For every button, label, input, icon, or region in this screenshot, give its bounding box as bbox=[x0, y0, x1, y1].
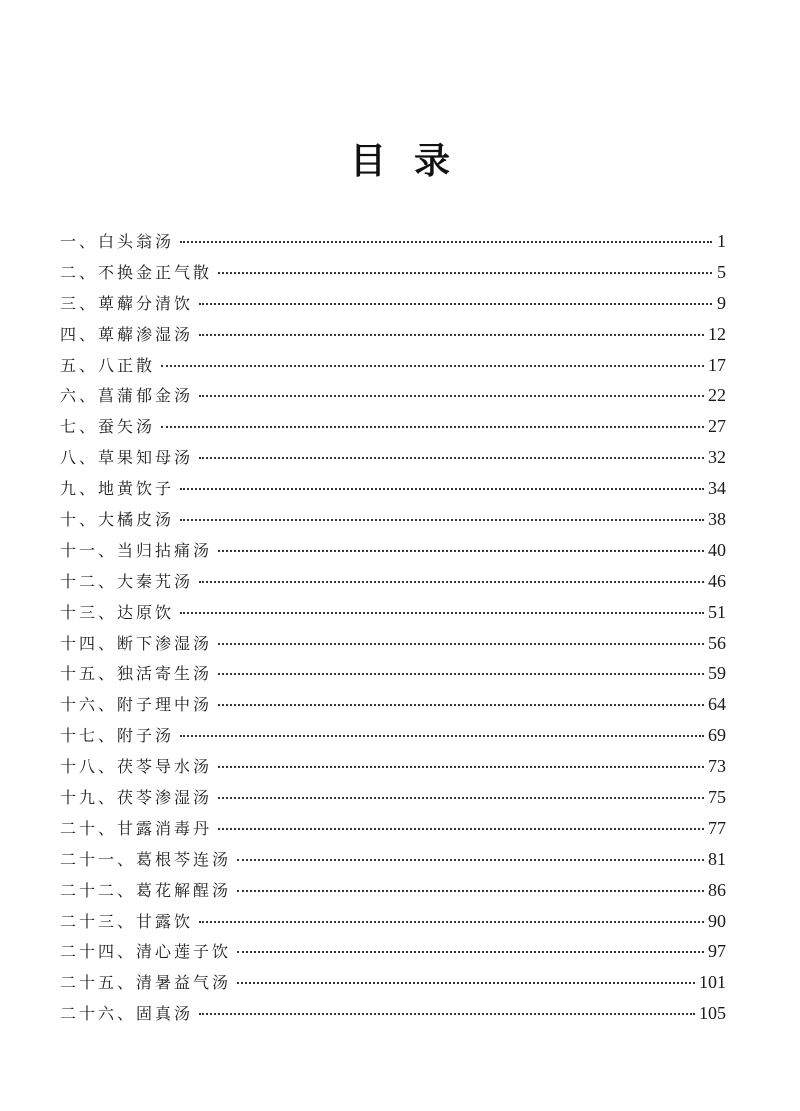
toc-dot-leader bbox=[180, 240, 712, 243]
toc-entry-page-number: 38 bbox=[708, 509, 726, 530]
toc-entry-label: 十六、附子理中汤 bbox=[60, 695, 213, 715]
toc-entry-page-number: 81 bbox=[708, 848, 726, 869]
toc-entry-page-number: 77 bbox=[708, 817, 726, 838]
toc-dot-leader bbox=[237, 950, 704, 953]
toc-entry-page-number: 5 bbox=[717, 261, 726, 282]
toc-dot-leader bbox=[237, 889, 704, 892]
toc-entry bbox=[60, 936, 726, 967]
toc-dot-leader bbox=[218, 827, 704, 830]
toc-entry bbox=[60, 504, 726, 535]
toc-dot-leader bbox=[199, 580, 704, 583]
toc-entry-page-number: 105 bbox=[699, 1003, 726, 1024]
toc-entry-page-number: 27 bbox=[708, 416, 726, 437]
toc-entry-label: 二十一、葛根芩连汤 bbox=[60, 849, 232, 869]
toc-dot-leader bbox=[180, 611, 704, 614]
toc-dot-leader bbox=[218, 642, 704, 645]
toc-entry-page-number: 75 bbox=[708, 787, 726, 808]
toc-entry-label: 二十四、清心莲子饮 bbox=[60, 942, 232, 962]
toc-entry-label: 十九、茯苓渗湿汤 bbox=[60, 788, 213, 808]
toc-entry-label: 二十三、甘露饮 bbox=[60, 911, 194, 931]
toc-dot-leader bbox=[218, 765, 704, 768]
toc-entry bbox=[60, 319, 726, 350]
toc-dot-leader bbox=[161, 364, 704, 367]
toc-entry bbox=[60, 689, 726, 720]
toc-entry bbox=[60, 350, 726, 381]
toc-entry bbox=[60, 288, 726, 319]
toc-entry bbox=[60, 473, 726, 504]
toc-entry-label: 十七、附子汤 bbox=[60, 726, 175, 746]
toc-entry bbox=[60, 844, 726, 875]
toc-entry-page-number: 40 bbox=[708, 539, 726, 560]
toc-entry-page-number: 46 bbox=[708, 570, 726, 591]
toc-dot-leader bbox=[161, 425, 704, 428]
toc-entry-page-number: 101 bbox=[699, 972, 726, 993]
toc-entry-page-number: 12 bbox=[708, 323, 726, 344]
toc-dot-leader bbox=[180, 734, 704, 737]
toc-entry-page-number: 69 bbox=[708, 725, 726, 746]
toc-entry bbox=[60, 751, 726, 782]
toc-entry bbox=[60, 658, 726, 689]
toc-entry bbox=[60, 380, 726, 411]
toc-dot-leader bbox=[180, 518, 704, 521]
toc-entry bbox=[60, 442, 726, 473]
toc-entry-label: 二十、甘露消毒丹 bbox=[60, 818, 213, 838]
toc-entry-label: 十一、当归拈痛汤 bbox=[60, 540, 213, 560]
toc-entry bbox=[60, 906, 726, 937]
toc-entry-page-number: 56 bbox=[708, 632, 726, 653]
toc-entry bbox=[60, 226, 726, 257]
toc-entry-label: 十五、独活寄生汤 bbox=[60, 664, 213, 684]
toc-dot-leader bbox=[237, 858, 704, 861]
page-title: 目录 bbox=[349, 141, 478, 182]
toc-entry bbox=[60, 566, 726, 597]
toc-dot-leader bbox=[218, 703, 704, 706]
toc-entry-label: 十四、断下渗湿汤 bbox=[60, 633, 213, 653]
toc-entry-label: 二十五、清暑益气汤 bbox=[60, 973, 232, 993]
toc-dot-leader bbox=[199, 920, 704, 923]
toc-entry-label: 二十六、固真汤 bbox=[60, 1004, 194, 1024]
toc-entry-label: 十二、大秦艽汤 bbox=[60, 571, 194, 591]
toc-dot-leader bbox=[199, 333, 704, 336]
toc-entry-page-number: 97 bbox=[708, 941, 726, 962]
toc-entry-label: 十八、茯苓导水汤 bbox=[60, 757, 213, 777]
toc-entry-label: 二十二、葛花解酲汤 bbox=[60, 880, 232, 900]
toc-dot-leader bbox=[237, 981, 695, 984]
toc-dot-leader bbox=[199, 302, 712, 305]
toc-entry-label: 五、八正散 bbox=[60, 355, 156, 375]
toc-entry bbox=[60, 875, 726, 906]
toc-entry-label: 一、白头翁汤 bbox=[60, 232, 175, 251]
toc-entry-label: 八、草果知母汤 bbox=[60, 448, 194, 468]
toc-entry bbox=[60, 628, 726, 659]
toc-dot-leader bbox=[199, 1012, 695, 1015]
toc-entry bbox=[60, 597, 726, 628]
toc-dot-leader bbox=[218, 549, 704, 552]
toc-entry-label: 二、不换金正气散 bbox=[60, 262, 213, 282]
toc-entry bbox=[60, 813, 726, 844]
toc-entry-label: 九、地黄饮子 bbox=[60, 479, 175, 499]
toc-entry bbox=[60, 411, 726, 442]
toc-entry-label: 三、萆薢分清饮 bbox=[60, 293, 194, 313]
toc-entry-label: 十三、达原饮 bbox=[60, 602, 175, 622]
toc-entry-page-number: 32 bbox=[708, 447, 726, 468]
table-of-contents bbox=[60, 226, 726, 1029]
toc-entry-page-number: 9 bbox=[717, 292, 726, 313]
toc-entry-page-number: 51 bbox=[708, 601, 726, 622]
toc-entry-page-number: 64 bbox=[708, 694, 726, 715]
toc-entry-page-number: 90 bbox=[708, 910, 726, 931]
toc-entry-label: 六、菖蒲郁金汤 bbox=[60, 386, 194, 406]
toc-dot-leader bbox=[218, 672, 704, 675]
toc-entry-page-number: 86 bbox=[708, 879, 726, 900]
toc-entry-page-number: 22 bbox=[708, 385, 726, 406]
toc-entry bbox=[60, 535, 726, 566]
toc-entry-page-number: 73 bbox=[708, 756, 726, 777]
toc-entry-label: 十、大橘皮汤 bbox=[60, 510, 175, 530]
toc-entry bbox=[60, 782, 726, 813]
toc-dot-leader bbox=[180, 487, 704, 490]
toc-entry bbox=[60, 967, 726, 998]
toc-entry-page-number: 17 bbox=[708, 354, 726, 375]
toc-dot-leader bbox=[199, 394, 704, 397]
toc-entry-label: 七、蚕矢汤 bbox=[60, 417, 156, 437]
toc-dot-leader bbox=[218, 271, 712, 274]
toc-entry bbox=[60, 998, 726, 1029]
toc-entry-page-number: 59 bbox=[708, 663, 726, 684]
toc-dot-leader bbox=[218, 796, 704, 799]
toc-entry-page-number: 34 bbox=[708, 478, 726, 499]
toc-entry-label: 四、萆薢渗湿汤 bbox=[60, 324, 194, 344]
toc-dot-leader bbox=[199, 456, 704, 459]
toc-entry bbox=[60, 257, 726, 288]
toc-entry bbox=[60, 720, 726, 751]
toc-entry-page-number: 1 bbox=[717, 231, 726, 251]
